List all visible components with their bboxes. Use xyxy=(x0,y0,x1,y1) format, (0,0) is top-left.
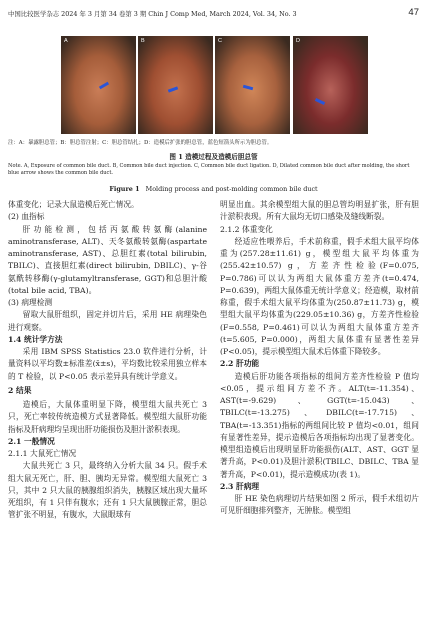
section-heading: 1.4 统计学方法 xyxy=(8,334,63,344)
panel-label: A xyxy=(64,38,68,44)
figure-note-cn: 注：A：暴露胆总管；B：胆总管注射；C：胆总管结扎；D：造模后扩张的胆总管，蓝色短箭头所示为胆总管。 xyxy=(8,140,273,146)
figure-caption-en-text: Molding process and post-molding common bile duct xyxy=(145,185,318,193)
figure-caption-cn: 图 1 造模过程及造模后胆总管 xyxy=(169,153,258,161)
paragraph: 肝功能检测，包括丙氨酸转氨酶(alanine aminotransferase, ALT)、天冬氨酸转氨酶(aspartate aminotransferase, AST)、总胆红素(total bilirubin, TBILC)、直接胆红素(direct bilirubin, DBILC)、γ-谷氨酰转移酶(γ-glutamyltransferase, GGT)和总胆汁酸(total bile acid, TBA)。 xyxy=(8,224,207,295)
panel-label: D xyxy=(296,38,300,44)
paragraph: 体重变化；记录大鼠造模后死亡情况。 xyxy=(8,200,139,209)
paragraph: 采用 IBM SPSS Statistics 23.0 软件进行分析，计量资料以平均数±标准差(x̄±s)，平均数比较采用独立样本的 T 检验，以 P<0.05 表示差异具有统计学意义。 xyxy=(8,347,207,381)
figure-1-photos xyxy=(61,36,368,134)
section-heading: 2.1 一般情况 xyxy=(8,436,55,446)
photo-panel-a xyxy=(61,36,136,134)
figure-caption-en-label: Figure 1 xyxy=(109,185,140,193)
section-heading: 2.3 肝病理 xyxy=(220,481,260,491)
journal-header: 中国比较医学杂志 2024 年 3 月第 34 卷第 3 期 Chin J Comp Med, March 2024, Vol. 34, No. 3 xyxy=(8,10,297,18)
paragraph: 明显出血。其余模型组大鼠的胆总管均明显扩张，肝有胆汁淤积表现。所有大鼠均无切口感染及缝线断裂。 xyxy=(220,200,419,222)
blue-arrow-icon xyxy=(243,85,253,90)
paragraph: 留取大鼠肝组织，固定并切片后，采用 HE 病理染色进行观察。 xyxy=(8,310,207,332)
paragraph: 2.1.1 大鼠死亡情况 xyxy=(8,449,77,458)
photo-panel-c xyxy=(215,36,290,134)
section-heading: 2.2 肝功能 xyxy=(220,359,260,369)
figure-caption-en xyxy=(8,185,419,193)
panel-label: B xyxy=(141,38,145,44)
paragraph: 2.1.2 体重变化 xyxy=(220,224,273,234)
paragraph: 经适应性喂养后，手术前称重，假手术组大鼠平均体重为(257.28±11.61) g，模型组大鼠平均体重为(255.42±10.57) g，方差齐性检验(F=0.075, P=0.786)可以认为两组大鼠体重方差齐(t=0.474, P=0.639)，两组大鼠体重无统计学意义；经造模，取材前称重，假手术组大鼠平均体重为(250.87±11.73) g，模型组大鼠平均体重为(229.05±10.36) g，方差齐性检验(F=0.558, P=0.461)可以认为两组大鼠体重方差齐(t=5.605, P=0.000)，两组大鼠体重有显著性差异(P<0.05)，提示模型组大鼠术后体重下降较多。 xyxy=(220,236,419,356)
blue-arrow-icon xyxy=(99,82,109,90)
figure-note-en: Note. A, Exposure of common bile duct. B, Common bile duct injection. C, Common bile duct ligation. D, Dilated common bile duct after molding, the short blue arrow shows the common bile duct. xyxy=(8,163,410,176)
paragraph: (2) 血指标 xyxy=(8,212,45,222)
photo-panel-b xyxy=(138,36,213,134)
paragraph: (3) 病理检测 xyxy=(8,298,53,307)
right-column xyxy=(220,199,419,518)
paragraph: 肝 HE 染色病理切片结果如图 2 所示，假手术组切片可见肝细胞排列整齐，无肿胀。模型组 xyxy=(220,494,419,516)
left-column xyxy=(8,199,207,522)
page-number: 47 xyxy=(408,7,419,18)
running-header xyxy=(8,7,419,18)
panel-label: C xyxy=(218,38,222,44)
paragraph: 造模后，大鼠体重明显下降，模型组大鼠共死亡 3 只，死亡率较传统造模方式显著降低。模型组大鼠肝功能指标及肝病理均呈现出肝功能损伤及胆汁淤积表现。 xyxy=(8,400,207,434)
paragraph: 大鼠共死亡 3 只，最终纳入分析大鼠 34 只。假手术组大鼠无死亡，肝、胆、胰均无异常。模型组大鼠死亡 3 只，其中 2 只大鼠的胰腺组织消失，胰腺区域出现大量坏死组织，有 1 只伴有腹水；还有 1 只大鼠胰腺正常，胆总管扩张不明显，有腹水，大鼠眼球有 xyxy=(8,461,207,520)
section-heading: 2 结果 xyxy=(8,385,32,395)
blue-arrow-icon xyxy=(168,86,178,92)
photo-panel-d xyxy=(293,36,368,134)
paragraph: 造模后肝功能各项指标的组间方差齐性检验 P 值均<0.05，提示组间方差不齐。ALT(t=-11.354)、AST(t=-9.629)、GGT(t=-15.043)、TBILC(t=-13.275)、DBILC(t=-17.715)、TBA(t=-13.351)指标的两组间比较 P 值均<0.01，组间有显著性差异，提示造模后各项指标均出现了显著变化。模型组造模后出现明显肝功能损伤(ALT、AST、GGT 显著升高，P<0.01)及胆汁淤积(TBILC、DBILC、TBA 显著升高，P<0.01)，提示造模成功(表 1)。 xyxy=(220,371,419,479)
blue-arrow-icon xyxy=(315,98,325,105)
